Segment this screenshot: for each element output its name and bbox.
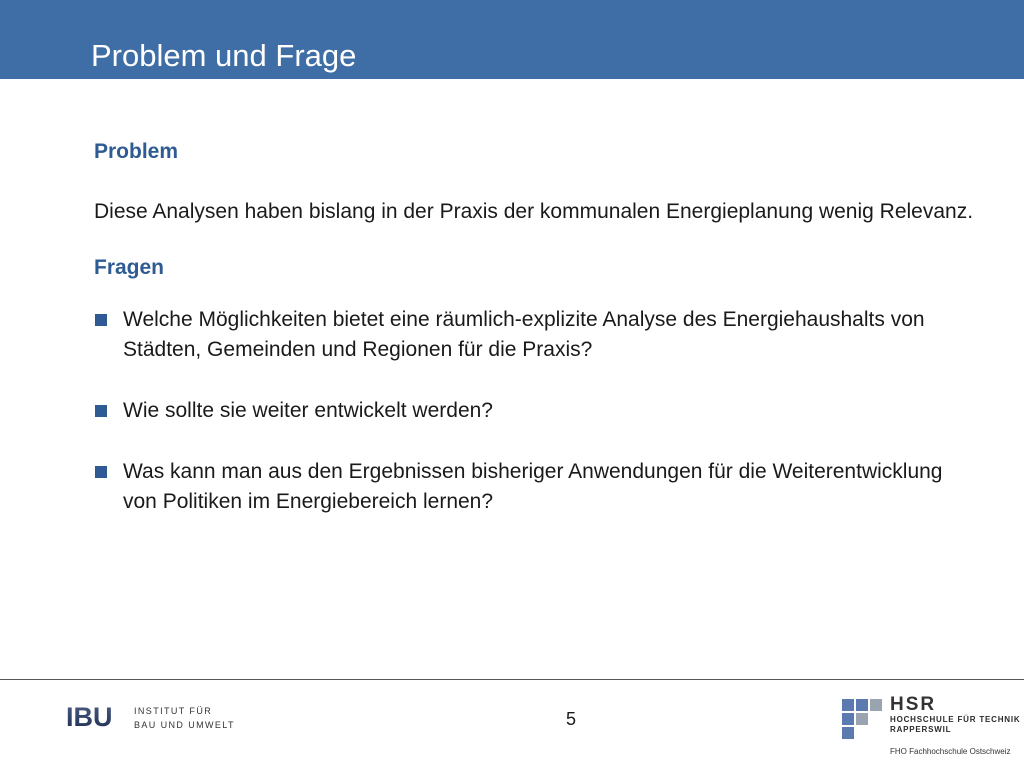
hsr-squares-icon [842, 699, 884, 741]
ibu-line2: BAU UND UMWELT [134, 720, 235, 730]
hsr-fho: FHO Fachhochschule Ostschweiz [890, 747, 1011, 756]
square-bullet-icon [95, 314, 107, 326]
ibu-logo-icon [66, 702, 124, 732]
square-bullet-icon [95, 466, 107, 478]
question-list [94, 305, 974, 517]
footer-divider [0, 679, 1024, 680]
problem-heading: Problem [94, 140, 179, 163]
list-item [94, 305, 974, 365]
hsr-name: HSR [890, 694, 937, 715]
hsr-line2: RAPPERSWIL [890, 725, 952, 734]
list-item [94, 396, 974, 426]
slide-content [94, 137, 974, 548]
hsr-line1: HOCHSCHULE FÜR TECHNIK [890, 715, 1021, 724]
hsr-text [890, 695, 1021, 735]
ibu-logo [54, 697, 244, 741]
problem-text: Diese Analysen haben bislang in der Praxis der kommunalen Energieplanung wenig Relevanz. [94, 200, 974, 223]
question-text: Was kann man aus den Ergebnissen bisheriger Anwendungen für die Weiterentwicklung von Politiken im Energiebereich lernen? [123, 460, 943, 513]
page-number: 5 [566, 709, 577, 729]
ibu-text [134, 704, 235, 732]
question-text: Welche Möglichkeiten bietet eine räumlich-explizite Analyse des Energiehaushalts von Städten, Gemeinden und Regionen für die Praxis? [123, 308, 925, 361]
question-text: Wie sollte sie weiter entwickelt werden? [123, 399, 493, 422]
ibu-logo-letters: IBU [66, 702, 113, 732]
square-bullet-icon [95, 405, 107, 417]
list-item [94, 457, 974, 517]
hsr-logo [838, 694, 1021, 765]
ibu-line1: INSTITUT FÜR [134, 706, 213, 716]
fragen-heading: Fragen [94, 256, 165, 279]
slide-title: Problem und Frage [91, 38, 357, 73]
